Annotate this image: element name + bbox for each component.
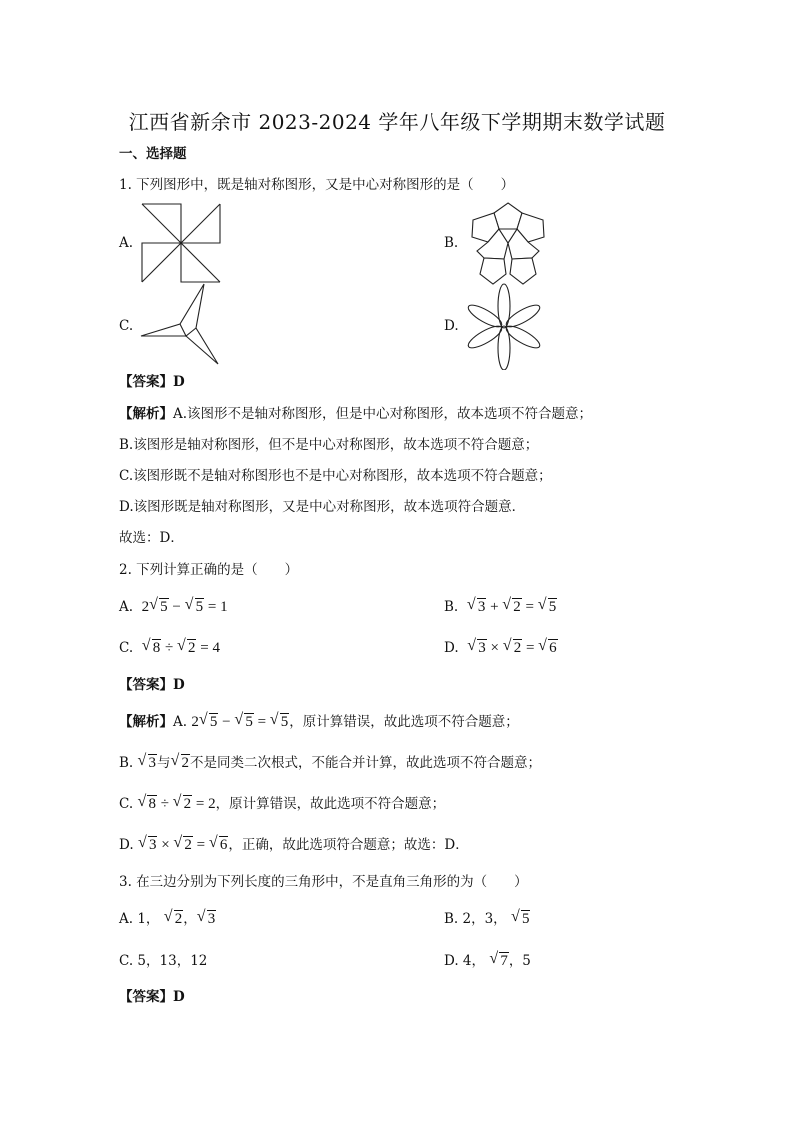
q3-answer: 【答案】D (119, 989, 185, 1005)
q3-option-b: B. 2，3， √ 5 (444, 910, 530, 928)
q1-option-d-label: D. (444, 318, 459, 334)
q2-stem: 2. 下列计算正确的是（ ） (119, 562, 299, 578)
q1-option-a-label: A. (119, 235, 134, 251)
q2-analysis-d: D. √ 3 × √ 2 = √ 6，正确，故此选项符合题意；故选：D． (119, 836, 469, 854)
q2-analysis-a: 【解析】A. 2√ 5 − √ 5 = √ 5，原计算错误，故此选项不符合题意； (119, 713, 519, 731)
q1-conclusion: 故选：D． (119, 530, 184, 546)
q2-analysis-b: B. √ 3与√ 2不是同类二次根式，不能合并计算，故此选项不符合题意； (119, 754, 541, 772)
section-heading: 一、选择题 (119, 146, 187, 162)
q1-analysis-4: D.该图形既是轴对称图形，又是中心对称图形，故本选项符合题意． (119, 499, 526, 515)
q1-option-b-label: B. (444, 235, 459, 251)
q1-figure-d-flower (462, 282, 546, 370)
q1-analysis-3: C.该图形既不是轴对称图形也不是中心对称图形，故本选项不符合题意； (119, 468, 552, 484)
q1-stem: 1. 下列图形中，既是轴对称图形，又是中心对称图形的是（ ） (119, 177, 515, 193)
q3-option-a: A. 1， √ 2，√ 3 (119, 910, 216, 928)
q1-answer: 【答案】D (119, 374, 185, 390)
q1-figure-c-star (138, 280, 224, 366)
page-title: 江西省新余市 2023-2024 学年八年级下学期期末数学试题 (128, 110, 666, 134)
q2-answer: 【答案】D (119, 677, 185, 693)
q2-option-b: B. √ 3 + √ 2 = √ 5 (444, 598, 557, 616)
q1-figure-a-pinwheel (138, 200, 224, 286)
q1-option-c-label: C. (119, 318, 134, 334)
q2-option-d: D. √ 3 × √ 2 = √ 6 (444, 639, 558, 657)
q2-analysis-c: C. √ 8 ÷ √ 2 = 2，原计算错误，故此选项不符合题意； (119, 795, 445, 813)
q1-analysis-2: B.该图形是轴对称图形，但不是中心对称图形，故本选项不符合题意； (119, 437, 539, 453)
q1-figure-b-pentagons (460, 198, 556, 288)
q1-analysis-1: 【解析】A.该图形不是轴对称图形，但是中心对称图形，故本选项不符合题意； (119, 406, 593, 422)
q2-option-c: C. √ 8 ÷ √ 2 = 4 (119, 639, 220, 657)
q2-option-a: A. 2√ 5 − √ 5 = 1 (119, 598, 228, 616)
q3-option-c: C. 5，13，12 (119, 953, 208, 969)
q3-option-d: D. 4， √ 7，5 (444, 952, 531, 970)
q3-stem: 3. 在三边分别为下列长度的三角形中，不是直角三角形的为（ ） (119, 874, 528, 890)
